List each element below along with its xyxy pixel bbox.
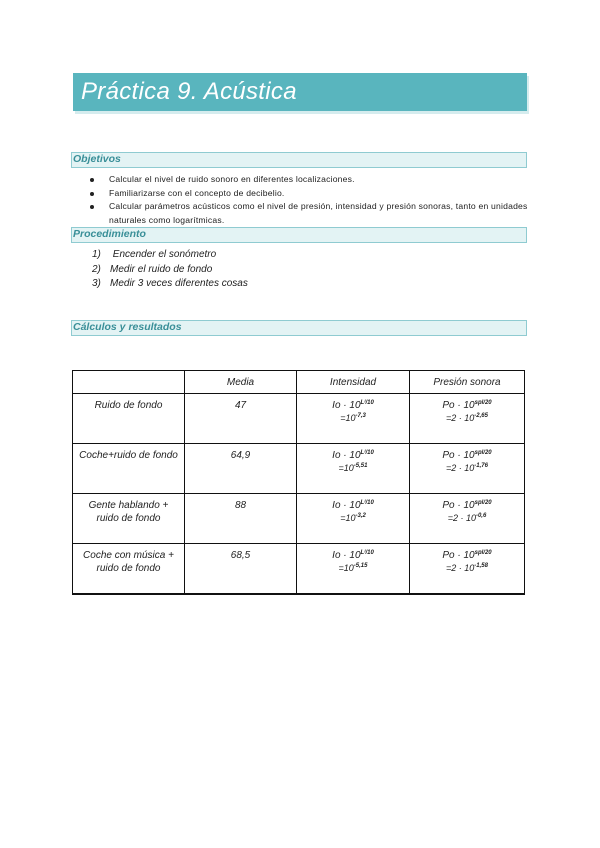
list-item [92,248,248,263]
list-item [92,277,248,292]
presion-cell: $Po \cdot 10^{spl/20}$ $=2 \cdot 10^{-1,76}$ [410,444,525,494]
media-cell: 47 [185,394,297,444]
list-item: Calcular parámetros acústicos como el nivel de presión, intensidad y presión sonoras, tanto en unidades naturales como logarítmicas. [90,200,530,227]
step-number: 2) [92,263,101,275]
table-header-row [73,371,525,394]
objetivos-heading-text: Objetivos [73,153,121,165]
table-row [73,544,525,595]
table-row [73,494,525,544]
row-label: Coche con música + ruido de fondo [73,544,185,595]
step-number: 3) [92,278,101,289]
objetivos-list [90,173,530,227]
list-item [92,263,248,278]
results-table [72,370,525,595]
list-item: Familiarizarse con el concepto de decibelio. [90,187,530,201]
table-header-cell [73,371,185,394]
intensidad-cell: $Io \cdot 10^{Lᴵ/10}$ $=10^{-3,2}$ [297,494,410,544]
row-label: Ruido de fondo [73,394,185,444]
step-number: 1) [92,249,101,260]
media-cell: 64,9 [185,444,297,494]
presion-cell: $Po \cdot 10^{spl/20}$ $=2 \cdot 10^{-0,6}$ [410,494,525,544]
step-text: Medir el ruido de fondo [110,263,213,275]
intensidad-cell: $Io \cdot 10^{Lᴵ/10}$ $=10^{-5,15}$ [297,544,410,595]
table-header-cell: Intensidad [297,371,410,394]
procedimiento-heading [71,227,527,243]
presion-cell: $Po \cdot 10^{spl/20}$ $=2 \cdot 10^{-1,58}$ [410,544,525,595]
procedimiento-list [92,248,248,292]
table-row [73,444,525,494]
intensidad-cell: $Io \cdot 10^{Lᴵ/10}$ $=10^{-5,51}$ [297,444,410,494]
page-title: Práctica 9. Acústica [81,78,297,105]
step-text: Encender el sonómetro [110,249,217,260]
table-header-cell: Media [185,371,297,394]
presion-cell: $Po \cdot 10^{spl/20}$ $=2 \cdot 10^{-2,65}$ [410,394,525,444]
row-label: Gente hablando + ruido de fondo [73,494,185,544]
table-header-cell: Presión sonora [410,371,525,394]
media-cell: 68,5 [185,544,297,595]
title-banner [73,73,527,111]
procedimiento-heading-text: Procedimiento [73,228,146,240]
media-cell: 88 [185,494,297,544]
row-label: Coche+ruido de fondo [73,444,185,494]
calculos-heading-text: Cálculos y resultados [73,321,182,333]
list-item: Calcular el nivel de ruido sonoro en diferentes localizaciones. [90,173,530,187]
step-text: Medir 3 veces diferentes cosas [110,278,248,289]
objetivos-heading [71,152,527,168]
intensidad-cell: $Io \cdot 10^{Lᴵ/10}$ $=10^{-7,3}$ [297,394,410,444]
calculos-heading [71,320,527,336]
table-row [73,394,525,444]
